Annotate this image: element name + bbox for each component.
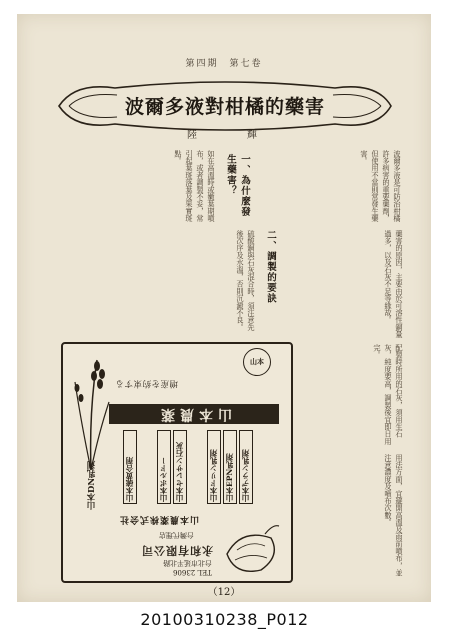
archive-caption: 20100310238_P012 — [140, 610, 309, 629]
title-frame — [55, 80, 395, 132]
section-heading-2: 二、調製的要訣 — [265, 230, 276, 304]
maker-name: 山本農薬株式会社 — [119, 514, 200, 524]
body-column-3: 藥害的原因，主要由於可溶性銅量過多，以及石灰不足等緣故。 — [384, 230, 404, 338]
section-heading-1: 一、為什麼發生藥害？ — [225, 154, 250, 217]
agent-phone: TEL 23606 — [173, 568, 212, 576]
author-name: 陸 輝 — [187, 130, 277, 141]
agent-name: 永和有限公司 — [141, 544, 213, 557]
body-column-2: 如在高溫時或嫩葉期噴布，或者調製不妥，常引起葉斑落葉及果實斑點。 — [174, 150, 216, 222]
body-column-4: 硫酸銅與石灰混合時，須注意先後次序及水溫，否則沉澱不良。 — [236, 230, 256, 331]
article-title: 波爾多液對柑橘的藥害 — [124, 96, 325, 118]
document-page — [17, 14, 431, 602]
agent-note: 台灣代理店 — [159, 531, 194, 539]
product-item-2: 山本EPN乳剤 — [223, 430, 237, 504]
pesticide-advertisement — [61, 342, 293, 583]
ad-slogan: 増産を約束する — [115, 378, 179, 388]
agent-address: 台北市延平北路 — [163, 559, 212, 567]
body-column-6: 用法方面，宜避開高溫及雨前噴布，並注意濃度及噴布次數。 — [384, 454, 404, 577]
company-emblem: 山本 — [243, 348, 271, 376]
issue-header: 第四期 第七卷 — [185, 59, 263, 69]
product-item-1: 山本デラン乳剤 — [239, 430, 253, 504]
body-column-1: 波爾多液是可防治柑橘許多病害的重要藥劑，但使用不當則常發生藥害。 — [360, 150, 402, 222]
fruit-illustration — [221, 520, 281, 578]
brand-banner: 山本農薬 — [109, 404, 279, 424]
product-item-7: 山本DN乳剤 — [87, 460, 97, 510]
product-item-5: 山本ボルドー — [157, 430, 171, 504]
body-column-5: 配製時所用的石灰，須用生石灰，純度要高，調製後宜即日用完。 — [373, 344, 404, 445]
product-item-3: 山本ドリン乳剤 — [207, 430, 221, 504]
product-item-4: 山本セレサン石灰 — [173, 430, 187, 504]
page-number: （12） — [207, 587, 241, 598]
product-item-6: 山本硫黄合剤 — [123, 430, 137, 504]
